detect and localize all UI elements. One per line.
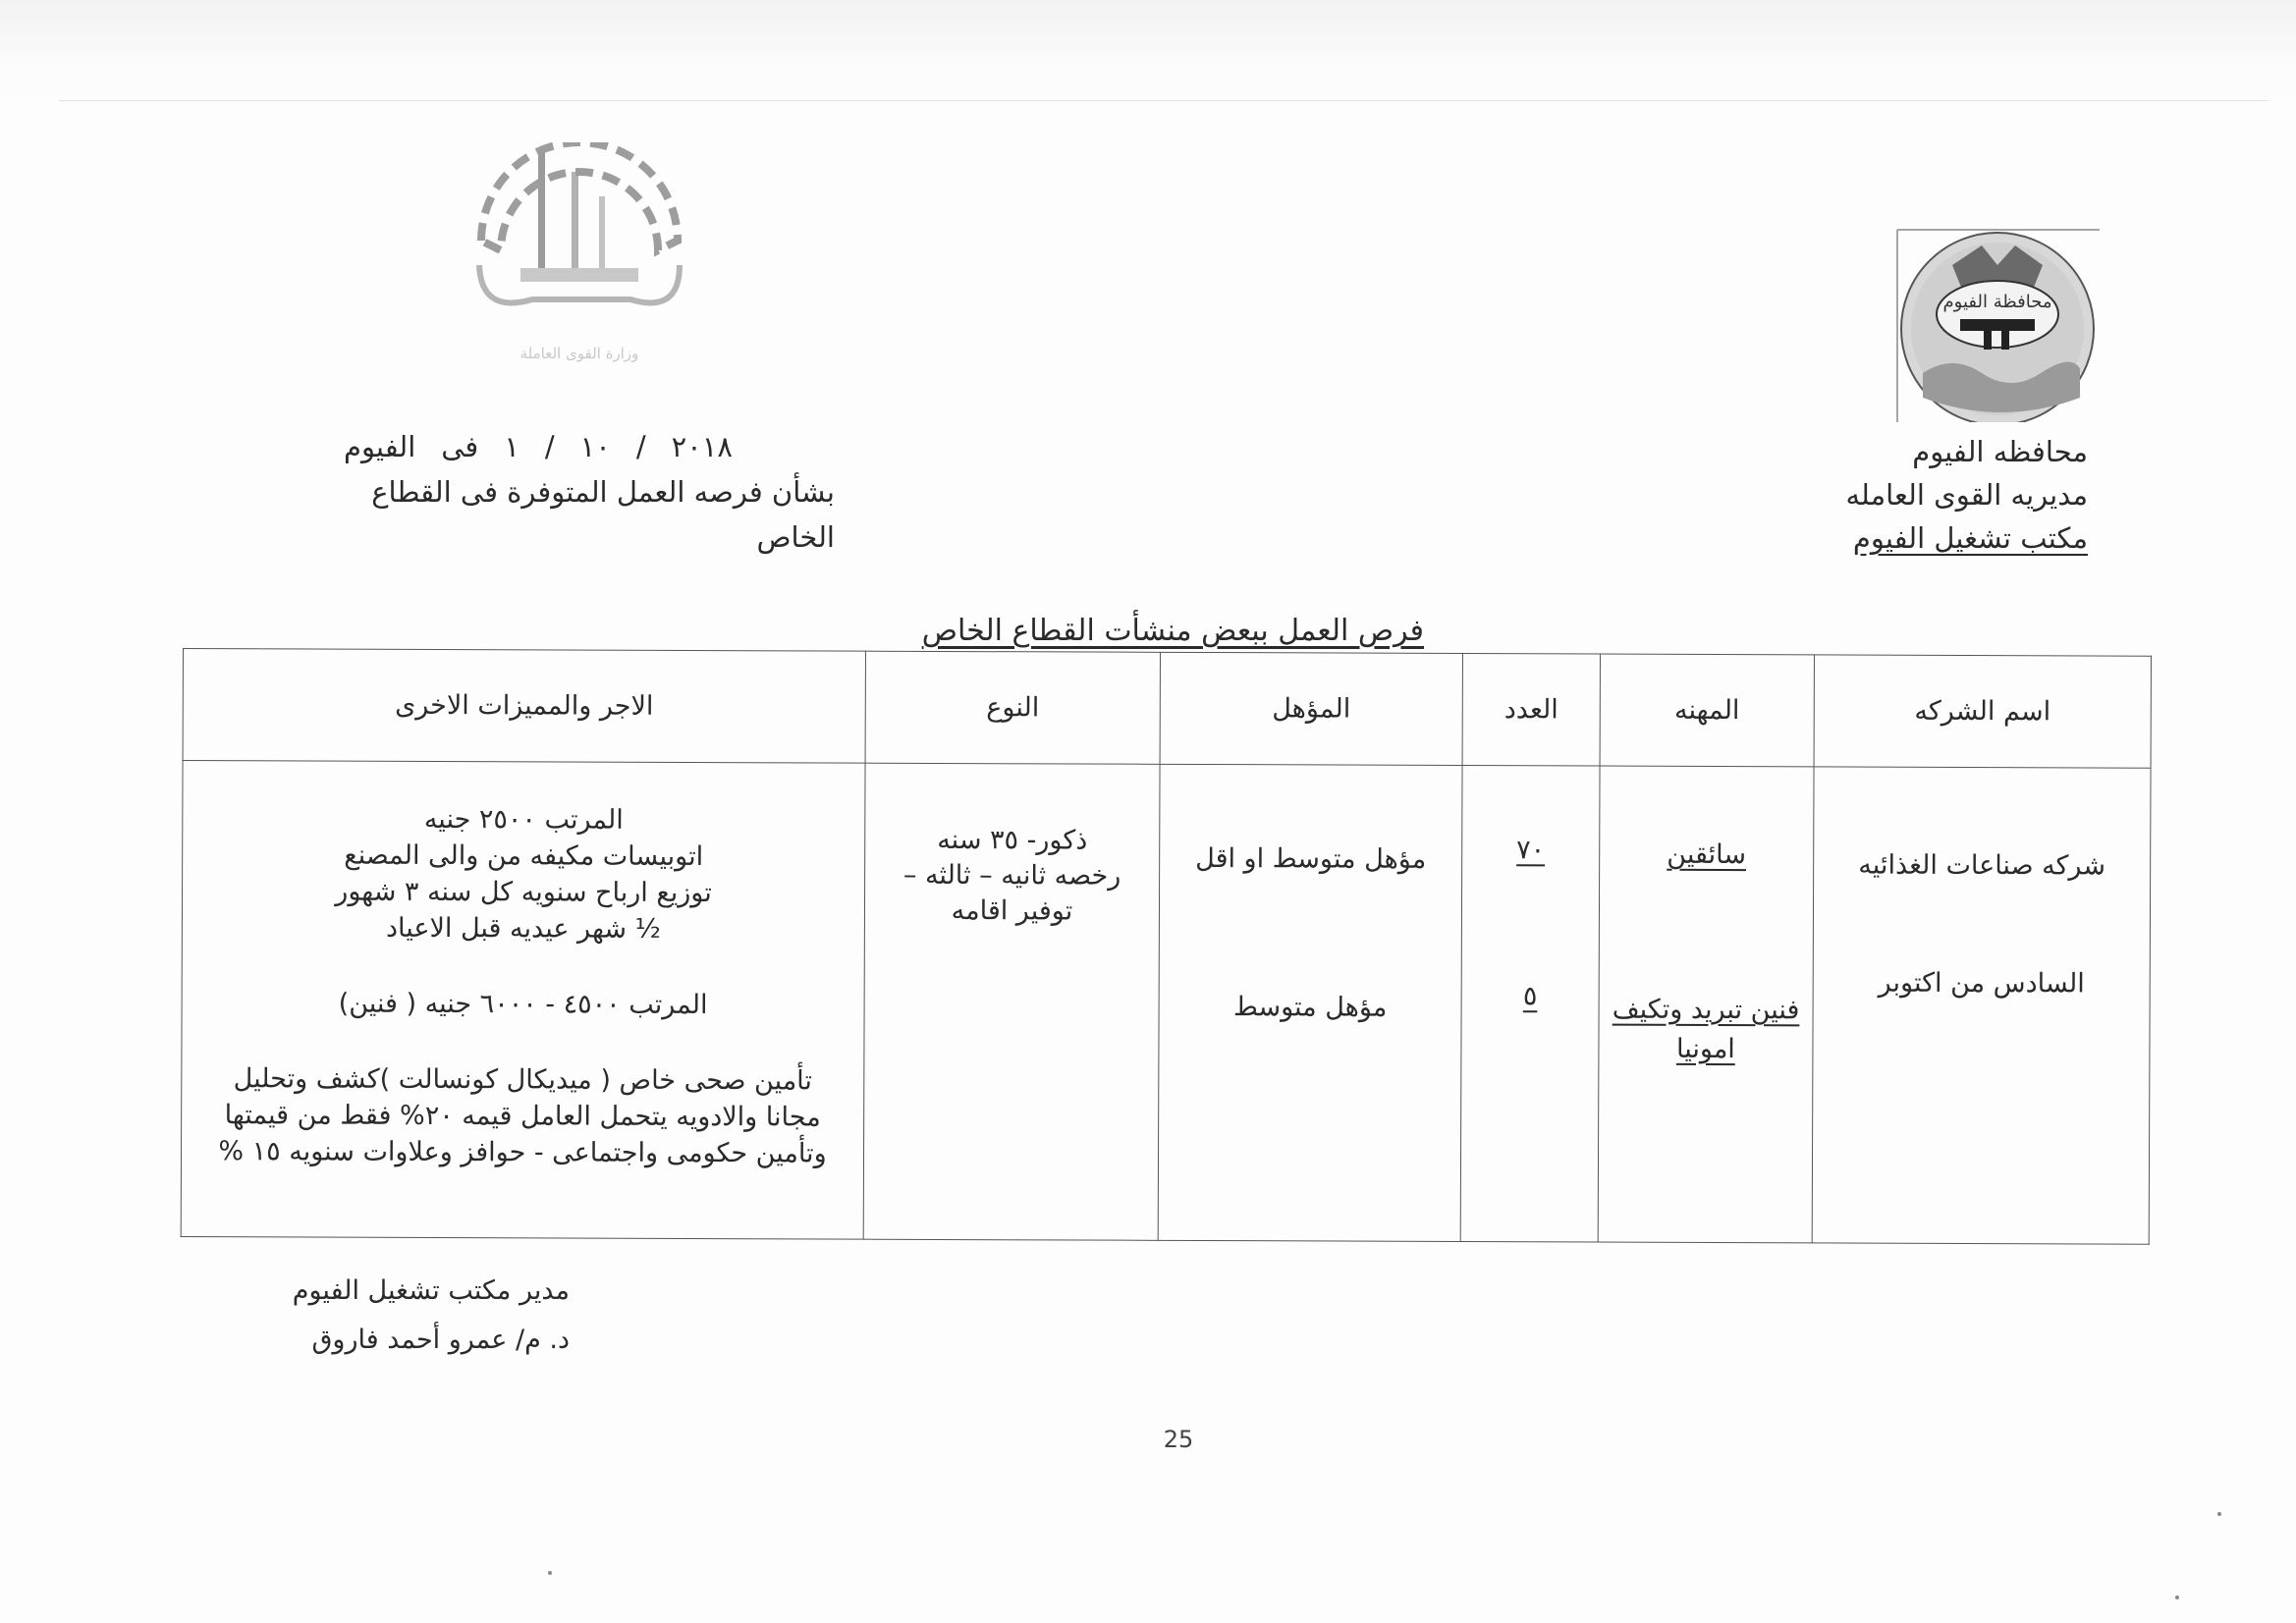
job-drivers: سائقين <box>1667 839 1747 871</box>
pay-insurance: تأمين صحى خاص ( ميديكال كونسالت )كشف وتحليل مجانا والادويه يتحمل العامل قيمه ٢٠% فقط من قيمتها وتأمين حكومى واجتماعى - حوافز وعلاوات سنويه ١٥ % <box>218 1063 827 1169</box>
governorate-seal-icon <box>1893 226 2100 422</box>
date-sep-1: / <box>544 430 555 463</box>
header-count: العدد <box>1462 654 1600 767</box>
subject-line: بشأن فرصه العمل المتوفرة فى القطاع الخاص <box>371 475 835 554</box>
seal-text: محافظة الفيوم <box>1942 292 2052 312</box>
governorate-name: محافظه الفيوم <box>1912 435 2088 468</box>
pay-salary-technicians: المرتب ٤٥٠٠ - ٦٠٠٠ جنيه ( فنين) <box>338 988 708 1021</box>
signature-block <box>285 1267 570 1365</box>
qualification-drivers: مؤهل متوسط او اقل <box>1195 842 1427 875</box>
company-cell <box>1812 767 2151 1244</box>
header-qualification: المؤهل <box>1160 652 1462 765</box>
signature-name: د. م/ عمرو أحمد فاروق <box>311 1325 570 1355</box>
table-header-row <box>183 649 2151 769</box>
pay-buses: اتوبيسات مكيفه من والى المصنع <box>344 839 704 873</box>
signature-title: مدير مكتب تشغيل الفيوم <box>292 1275 570 1306</box>
header-type: النوع <box>865 651 1160 764</box>
pay-holiday-bonus: ½ شهر عيديه قبل الاعياد <box>385 912 661 945</box>
qualification-cell <box>1158 764 1462 1241</box>
scan-speck <box>2175 1596 2179 1599</box>
date-year: ٢٠١٨ <box>671 430 733 463</box>
qualification-technicians: مؤهل متوسط <box>1232 992 1388 1023</box>
job-technicians: فنين تبريد وتكيف امونيا <box>1612 994 1800 1065</box>
date-place: الفيوم <box>344 430 416 463</box>
date-month: ١٠ <box>579 430 611 463</box>
date-day: ١ <box>504 430 519 463</box>
company-location: السادس من اكتوبر <box>1878 967 2085 1000</box>
company-name: شركه صناعات الغذائيه <box>1858 849 2106 882</box>
date-sep-2: / <box>635 430 646 463</box>
pay-salary-drivers: المرتب ٢٥٠٠ جنيه <box>423 803 624 836</box>
header-job: المهنه <box>1600 654 1814 767</box>
page-number: 25 <box>1163 1426 1194 1453</box>
type-line-2: رخصه ثانيه – ثالثه – <box>902 859 1121 892</box>
job-cell <box>1598 766 1814 1243</box>
pay-profit-share: توزيع ارباح سنويه كل سنه ٣ شهور <box>335 876 712 909</box>
table-title: فرص العمل ببعض منشأت القطاع الخاص <box>921 614 1424 648</box>
header-right <box>1845 430 2088 560</box>
scan-edge-line <box>59 100 2269 101</box>
count-drivers: ٧٠ <box>1516 835 1546 866</box>
type-cell <box>863 763 1160 1240</box>
scan-speck <box>548 1571 552 1575</box>
ministry-logo-icon <box>462 142 697 378</box>
table-row <box>181 761 2151 1245</box>
type-line-3: توفير اقامه <box>951 895 1073 927</box>
scan-top-shade <box>0 0 2296 103</box>
header-left <box>344 424 835 560</box>
date-line <box>344 424 835 469</box>
directorate-name: مديريه القوى العامله <box>1845 478 2088 512</box>
count-technicians: ٥ <box>1522 981 1538 1012</box>
count-cell <box>1460 766 1600 1243</box>
pay-cell <box>181 761 865 1240</box>
ministry-text: وزارة القوى العاملة <box>519 345 639 362</box>
header-company: اسم الشركه <box>1814 655 2151 768</box>
jobs-table <box>181 648 2151 1245</box>
type-line-1: ذكور- ٣٥ سنه <box>937 824 1088 856</box>
office-name: مكتب تشغيل الفيوم <box>1852 521 2088 555</box>
date-fi: فى <box>441 430 479 463</box>
header-pay: الاجر والمميزات الاخرى <box>183 649 865 764</box>
scan-speck <box>2217 1512 2221 1516</box>
